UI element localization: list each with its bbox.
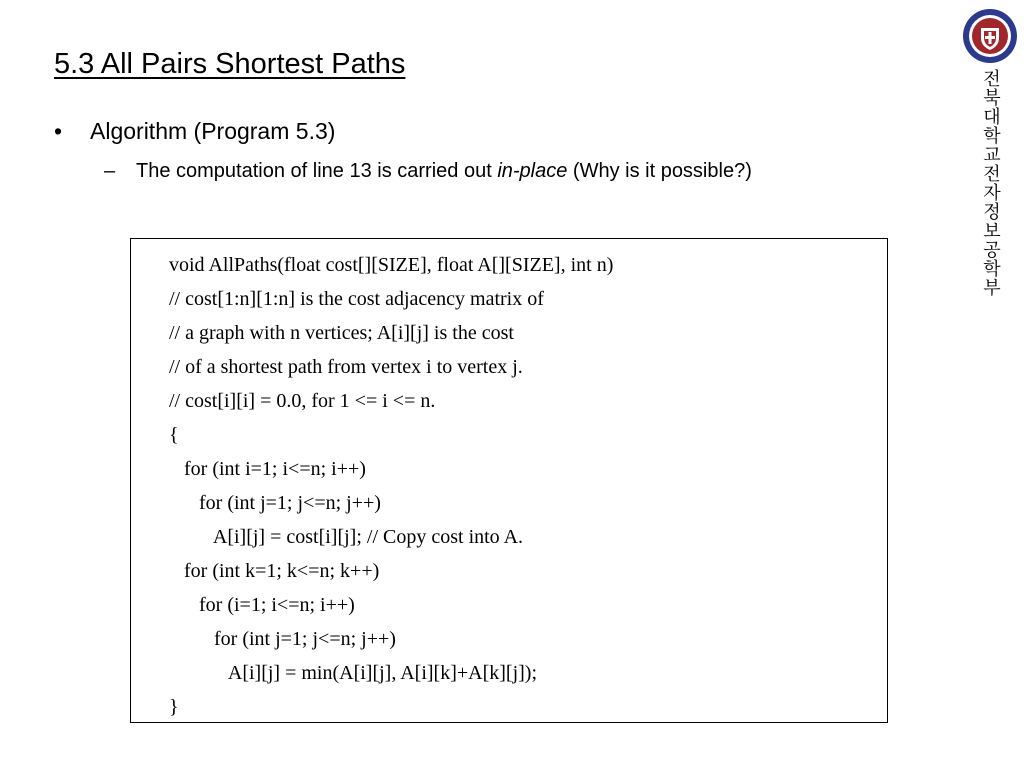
code-line: A[i][j] = cost[i][j]; // Copy cost into A. [169,526,524,548]
code-box [130,238,888,723]
code-line: for (int j=1; j<=n; j++) [169,492,381,514]
code-line: // cost[1:n][1:n] is the cost adjacency matrix of [169,288,544,310]
code-line: for (int k=1; k<=n; k++) [169,560,380,582]
subbullet-marker: – [104,160,116,182]
code-line: void AllPaths(float cost[][SIZE], float A[][SIZE], int n) [169,254,614,276]
code-line: A[i][j] = min(A[i][j], A[i][k]+A[k][j]); [169,662,538,684]
code-line: // of a shortest path from vertex i to vertex j. [169,356,523,378]
bullet-text: Algorithm (Program 5.3) [90,118,336,144]
code-line: } [169,696,179,718]
code-line: for (int j=1; j<=n; j++) [169,628,396,650]
subbullet-text-before: The computation of line 13 is carried out [136,160,498,182]
subbullet-item [104,160,752,183]
university-seal-icon [962,8,1018,64]
code-line: // a graph with n vertices; A[i][j] is the cost [169,322,514,344]
bullet-item [54,118,335,145]
code-line: for (i=1; i<=n; i++) [169,594,355,616]
subbullet-italic-text: in-place [497,160,568,182]
bullet-marker: • [54,118,63,144]
code-line: // cost[i][i] = 0.0, for 1 <= i <= n. [169,390,436,412]
code-line: { [169,424,179,446]
subbullet-text-after: (Why is it possible?) [567,160,752,182]
code-line: for (int i=1; i<=n; i++) [169,458,366,480]
slide-title: 5.3 All Pairs Shortest Paths [54,48,406,80]
department-vertical-label: 전북대학교 전자정보공학부 [983,69,1001,299]
